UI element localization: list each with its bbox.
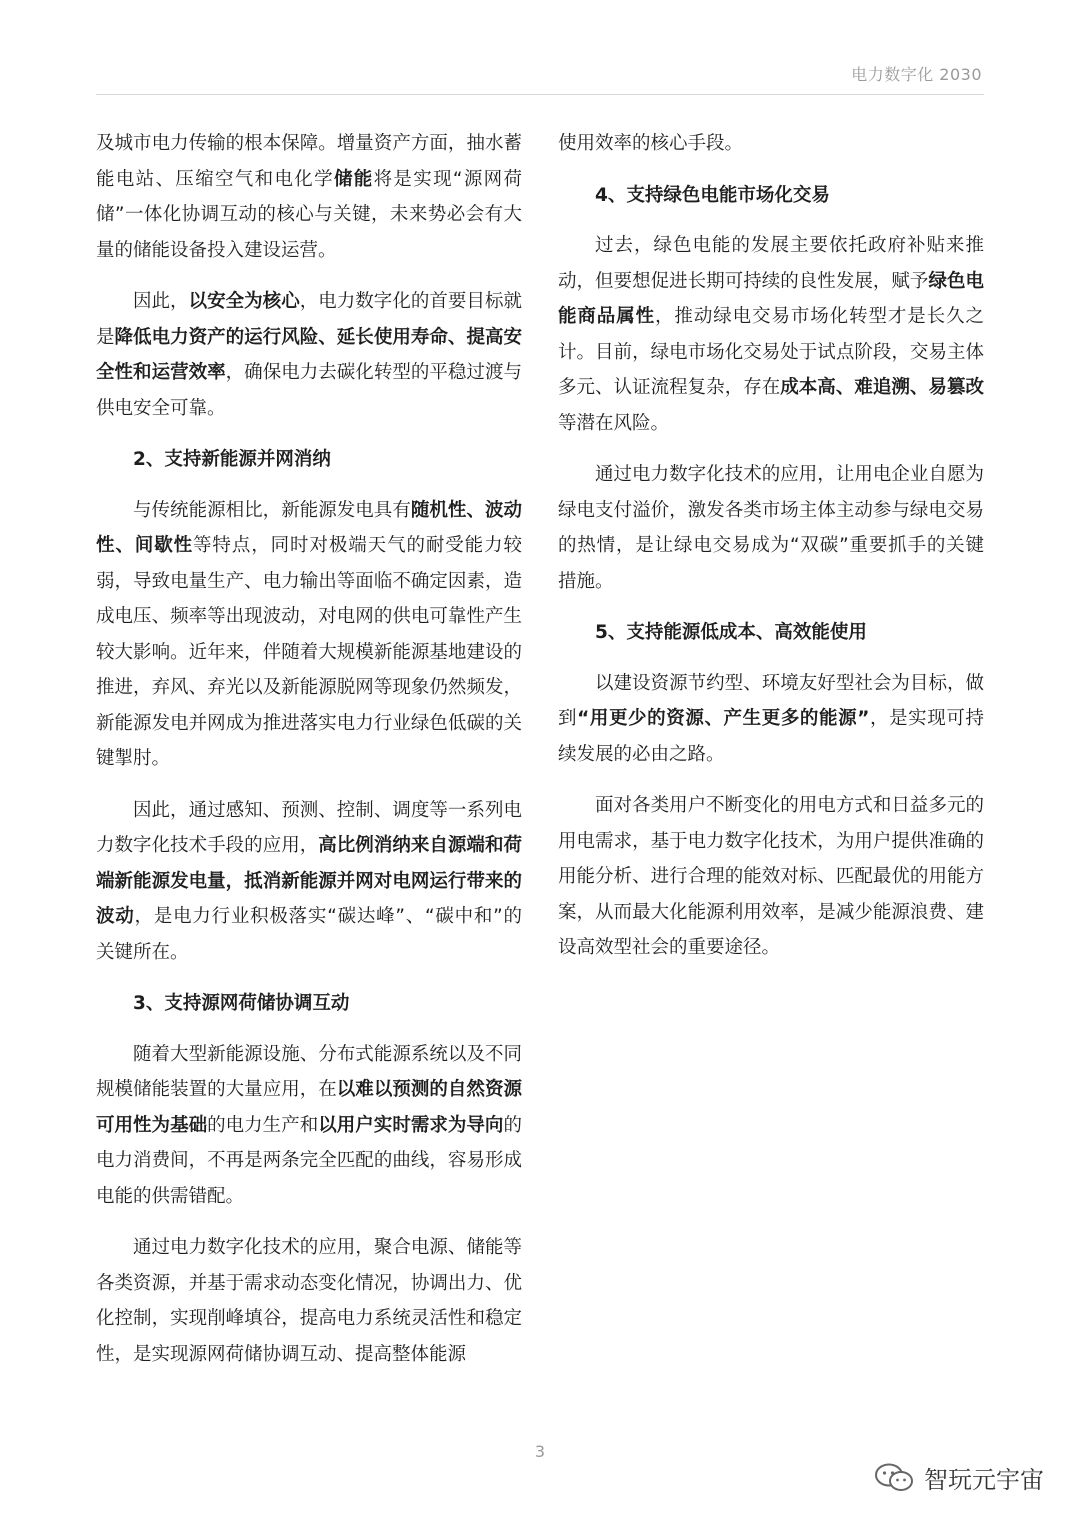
left-paragraph-3: [96, 493, 522, 777]
text-run: 因此，: [133, 291, 189, 312]
text-run: 等特点，同时对极端天气的耐受能力较弱，导致电量生产、电力输出等面临不确定因素，造成电压、频率等出现波动，对电网的供电可靠性产生较大影响。近年来，伴随着大规模新能源基地建设的推进，弃风、弃光以及新能源脱网等现象仍然频发，新能源发电并网成为推进落实电力行业绿色低碳的关键掣肘。: [96, 535, 522, 769]
left-paragraph-1: [96, 126, 522, 268]
text-run: 将是实现“源网荷储”一体化协调互动的核心与关键，未来势必会有大量的储能设备投入建设运营。: [96, 168, 522, 261]
bold-text: 储能: [333, 168, 374, 190]
text-run: ，确保电力去碳化转型的平稳过渡与供电安全可靠。: [96, 362, 522, 419]
text-run: 及城市电力传输的根本保障。增量资产方面，抽水蓄能电站、压缩空气和电化学: [96, 133, 522, 190]
page-header: [96, 58, 984, 95]
left-paragraph-4: [96, 793, 522, 971]
right-paragraph-1: [558, 126, 984, 162]
wechat-icon: [874, 1462, 916, 1494]
right-column: [558, 126, 984, 982]
right-paragraph-2: [558, 228, 984, 441]
text-run: 的电力消费间，不再是两条完全匹配的曲线，容易形成电能的供需错配。: [96, 1114, 522, 1207]
text-run: 通过电力数字化技术的应用，聚合电源、储能等各类资源，并基于需求动态变化情况，协调出力、优化控制，实现削峰填谷，提高电力系统灵活性和稳定性，是实现源网荷储协调互动、提高整体能源: [96, 1237, 522, 1365]
left-paragraph-2: [96, 284, 522, 426]
left-paragraph-6: [96, 1230, 522, 1372]
bold-text: 以难以预测的自然资源可用性为基础: [96, 1079, 522, 1136]
section-heading-3: 3、支持源网荷储协调互动: [133, 993, 350, 1014]
text-run: 使用效率的核心手段。: [558, 133, 744, 154]
section-heading-4: 4、支持绿色电能市场化交易: [595, 184, 830, 206]
left-column: [96, 126, 522, 1388]
text-run: 过去，绿色电能的发展主要依托政府补贴来推动，但要想促进长期可持续的良性发展，赋予: [558, 235, 984, 292]
text-run: ，电力数字化的首要目标就是: [96, 291, 522, 348]
bold-text: 绿色电能商品属性: [558, 270, 984, 327]
right-paragraph-4: [558, 666, 984, 773]
bold-text: 以安全为核心: [188, 291, 300, 312]
text-run: 与传统能源相比，新能源发电具有: [133, 499, 411, 521]
section-heading-2: 2、支持新能源并网消纳: [133, 449, 331, 470]
text-run: 等潜在风险。: [558, 412, 670, 434]
bold-text: 随机性、波动性、间歇性: [96, 499, 522, 556]
page-number: 3: [534, 1442, 546, 1461]
text-run: ，是实现可持续发展的必由之路。: [558, 708, 984, 765]
text-run: 面对各类用户不断变化的用电方式和日益多元的用电需求，基于电力数字化技术，为用户提供准确的用能分析、进行合理的能效对标、匹配最优的用能方案，从而最大化能源利用效率，是减少能源浪费、建设高效型社会的重要途径。: [558, 795, 984, 958]
bold-text: “用更少的资源、产生更多的能源”: [577, 708, 870, 729]
header-title: 电力数字化 2030: [851, 65, 982, 84]
section-heading-5: 5、支持能源低成本、高效能使用: [595, 622, 867, 643]
right-paragraph-5: [558, 788, 984, 966]
text-run: ，是电力行业积极落实“碳达峰”、“碳中和”的关键所在。: [96, 906, 522, 963]
text-run: ，推动绿电交易市场化转型才是长久之计。目前，绿电市场化交易处于试点阶段，交易主体多元、认证流程复杂，存在: [558, 306, 984, 398]
right-paragraph-3: [558, 457, 984, 599]
footer-brand-name: 智玩元宇宙: [924, 1466, 1044, 1494]
text-run: 因此，通过感知、预测、控制、调度等一系列电力数字化技术手段的应用，: [96, 799, 522, 856]
bold-text: 高比例消纳来自源端和荷端新能源发电量，抵消新能源并网对电网运行带来的波动: [96, 835, 522, 927]
text-run: 随着大型新能源设施、分布式能源系统以及不同规模储能装置的大量应用，在: [96, 1043, 522, 1100]
bold-text: 以用户实时需求为导向: [318, 1114, 504, 1136]
text-run: 的电力生产和: [207, 1114, 319, 1136]
left-paragraph-5: [96, 1037, 522, 1215]
text-run: 通过电力数字化技术的应用，让用电企业自愿为绿电支付溢价，激发各类市场主体主动参与绿电交易的热情，是让绿电交易成为“双碳”重要抓手的关键措施。: [558, 464, 984, 592]
text-run: 以建设资源节约型、环境友好型社会为目标，做到: [558, 672, 984, 729]
footer-brand: [874, 1460, 1044, 1495]
bold-text: 成本高、难追溯、易篡改: [780, 377, 984, 398]
bold-text: 降低电力资产的运行风险、延长使用寿命、提高安全性和运营效率: [96, 326, 522, 383]
